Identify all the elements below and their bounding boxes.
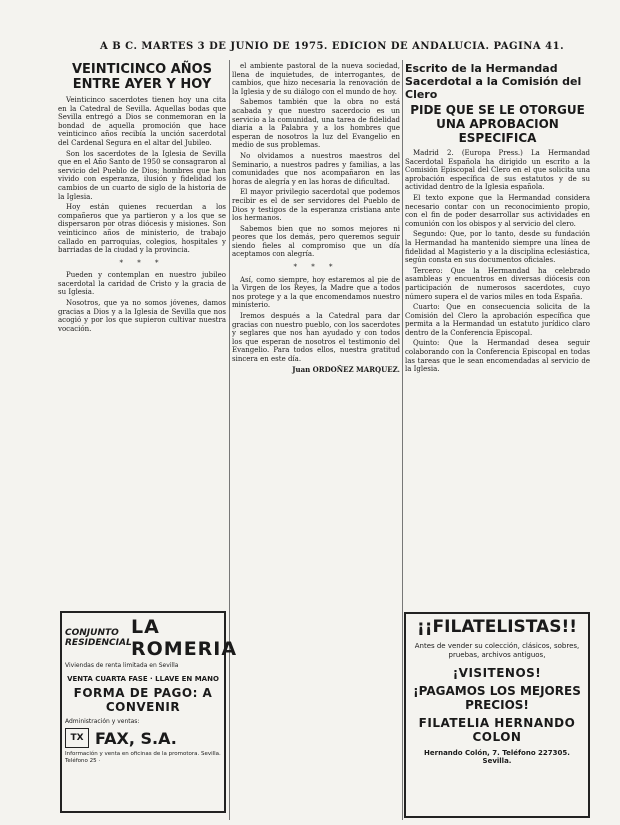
ad-subtitle: Viviendas de renta limitada en Sevilla — [65, 662, 179, 669]
paragraph: Son los sacerdotes de la Iglesia de Sevilla que en el Año Santo de 1950 se consagraron al servicio del Pueblo de Dios; hombres que han vivido con esperanza, ilusión y fidelidad los cambios de un cuarto de siglo de la historia de la Iglesia. — [58, 149, 226, 201]
paragraph: Nosotros, que ya no somos jóvenes, damos gracias a Dios y a la Iglesia de Sevilla que nos acogió y por los que supieron cultivar nuestra vocación. — [58, 299, 226, 333]
column-3 — [405, 62, 590, 607]
company-name: FAX, S.A. — [95, 728, 177, 748]
ad-title: ¡¡FILATELISTAS!! — [417, 617, 577, 637]
ad-offer: ¡PAGAMOS LOS MEJORES PRECIOS! — [413, 684, 581, 712]
ad-kicker: CONJUNTO RESIDENCIAL — [65, 628, 132, 648]
article-title: PIDE QUE SE LE OTORGUE UNA APROBACION ESPECIFICA — [410, 103, 585, 145]
paragraph: Tercero: Que la Hermandad ha celebrado asambleas y encuentros en diversas diócesis con participación de numerosos sacerdotes, cuyo número supera el de varios miles en toda España. — [405, 266, 590, 301]
ad-address: Hernando Colón, 7. Teléfono 227305. Sevilla. — [424, 749, 570, 765]
paragraph: Veinticinco sacerdotes tienen hoy una cita en la Catedral de Sevilla. Aquellas bodas que Sevilla entregó a Dios se conmemoran en la bondad de aquella promoción que hace veinticinco años recibía la unción sacerdotal del Cardenal Segura en el altar del Jubileo. — [58, 96, 226, 147]
column-divider — [229, 60, 230, 820]
paragraph: Sabemos también que la obra no está acabada y que nuestro sacerdocio es un servicio a la comunidad, una tarea de fidelidad diaria a la Palabra y a los hombres que esperan de nosotros la luz del Evangelio en medio de sus problemas. — [232, 98, 400, 150]
paragraph: Quinto: Que la Hermandad desea seguir colaborando con la Conferencia Episcopal en todas las tareas que le sean encomendadas al servicio de la Iglesia. — [405, 339, 590, 374]
ad-filatelia — [404, 612, 590, 818]
paragraph: el ambiente pastoral de la nueva sociedad, llena de inquietudes, de interrogantes, de cambios, que hizo necesaria la renovación de la Iglesia y de su diálogo con el mundo de hoy. — [232, 62, 400, 96]
author-signature: Juan ORDOÑEZ MARQUEZ. — [292, 364, 400, 374]
paragraph: Cuarto: Que en consecuencia solicita de la Comisión del Clero la aprobación específica que permita a la Hermandad un estatuto jurídico claro dentro de la Conferencia Episcopal. — [405, 303, 590, 337]
ad-address: Información y venta en oficinas de la promotora. Sevilla. Teléfono 25 · — [65, 751, 221, 764]
ad-description: Antes de vender su colección, clásicos, sobres, pruebas, archivos antiguos, — [414, 642, 580, 659]
paragraph: Pueden y contemplan en nuestro jubileo sacerdotal la caridad de Cristo y la gracia de su Iglesia. — [58, 271, 226, 297]
article-title: VEINTICINCO AÑOS ENTRE AYER Y HOY — [71, 62, 213, 92]
column-1 — [58, 62, 226, 602]
ad-title: LA ROMERIA — [131, 616, 238, 660]
ad-visit: ¡VISITENOS! — [452, 666, 542, 680]
paragraph: Madrid 2. (Europa Press.) La Hermandad Sacerdotal Española ha dirigido un escrito a la Comisión Episcopal del Clero en el que solicita una aprobación específica de sus estatutos y de su actividad dentro de la Iglesia española. — [405, 149, 590, 192]
ad-sale-line: VENTA CUARTA FASE · LLAVE EN MANO — [67, 675, 219, 683]
ad-shop-name: FILATELIA HERNANDO COLON — [418, 716, 576, 744]
article-kicker: Escrito de la Hermandad Sacerdotal a la Comisión del Clero — [405, 62, 582, 101]
page-header: A B C. MARTES 3 DE JUNIO DE 1975. EDICION DE ANDALUCIA. PAGINA 41. — [100, 41, 565, 52]
column-2 — [232, 62, 400, 822]
column-divider — [402, 60, 403, 820]
paragraph: El mayor privilegio sacerdotal que podemos recibir es el de ser servidores del Pueblo de Dios y testigos de la esperanza cristiana ante los hermanos. — [232, 188, 400, 223]
paragraph: El texto expone que la Hermandad considera necesario contar con un reconocimiento propio, con el fin de poder desarrollar sus actividades en comunión con los obispos y al servicio del clero. — [405, 193, 590, 228]
separator-stars: * * * — [119, 258, 165, 267]
ad-payment: FORMA DE PAGO: A CONVENIR — [73, 686, 213, 714]
company-logo: TX — [65, 728, 89, 748]
ad-la-romeria — [60, 611, 238, 813]
paragraph: No olvidamos a nuestros maestros del Seminario, a nuestros padres y familias, a las comunidades que nos acompañaron en las horas de alegría y en las horas de dificultad. — [232, 151, 400, 186]
paragraph: Hoy están quienes recuerdan a los compañeros que ya partieron y a los que se dispersaron por otras diócesis y misiones. Son veinticinco años de ministerio, de trabajo callado en parroquias, colegios, hospitales y barriadas de la ciudad y la provincia. — [58, 203, 226, 255]
ad-admin-label: Administración y ventas: — [65, 718, 140, 725]
paragraph: Sabemos bien que no somos mejores ni peores que los demás, pero queremos seguir siendo fieles al compromiso que un día aceptamos con alegría. — [232, 224, 400, 259]
separator-stars: * * * — [293, 263, 339, 272]
paragraph: Segundo: Que, por lo tanto, desde su fundación la Hermandad ha mantenido siempre una línea de fidelidad al Magisterio y a la disciplina eclesiástica, según consta en sus documentos oficiales. — [405, 230, 590, 265]
paragraph: Así, como siempre, hoy estaremos al pie de la Virgen de los Reyes, la Madre que a todos nos protege y a la que encomendamos nuestro ministerio. — [232, 275, 400, 310]
paragraph: Iremos después a la Catedral para dar gracias con nuestro pueblo, con los sacerdotes y seglares que nos han ayudado y con todos los que esperan de nosotros el testimonio del Evangelio. Para todos ellos, nuestra gratitud sincera en este día. — [232, 312, 400, 363]
